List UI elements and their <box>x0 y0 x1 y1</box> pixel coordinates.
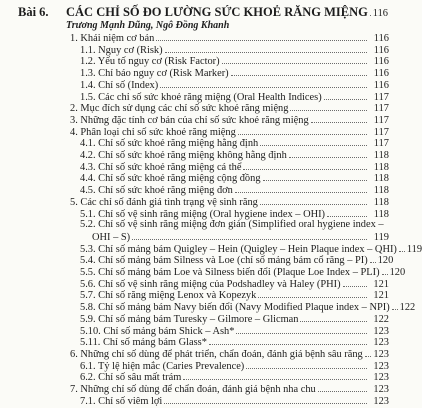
toc-entry <box>0 172 389 184</box>
toc-entry-page: 117 <box>373 91 389 103</box>
toc-entry-text: 5.4. Chỉ số mảng bám Silness và Loe (chỉ số mảng bám cổ răng – PI) <box>80 255 368 267</box>
toc-entry <box>0 219 389 231</box>
toc-entry <box>0 289 389 301</box>
dot-leader <box>164 395 367 404</box>
toc-entry-text: 4.5. Chỉ số sức khoẻ răng miệng đơn <box>80 185 233 197</box>
dot-leader <box>289 149 367 158</box>
dot-leader <box>327 208 367 217</box>
dot-leader <box>392 301 398 310</box>
toc-entry-page: 116 <box>373 68 389 80</box>
dot-leader <box>260 137 367 146</box>
toc-entry-page: 116 <box>373 44 389 56</box>
dot-leader <box>365 348 371 357</box>
toc-entry <box>0 102 389 114</box>
toc-entry-text: 7.1. Chỉ số viêm lợi <box>80 395 163 407</box>
toc-entry-text: 5.1. Chỉ số vệ sinh răng miệng (Oral hygiene index – OHI) <box>80 208 325 220</box>
toc-entry <box>0 360 389 372</box>
toc-entry-page: 116 <box>373 33 389 44</box>
toc-entry <box>0 336 389 348</box>
dot-leader <box>209 336 367 345</box>
toc-entry-page: 118 <box>373 150 389 161</box>
toc-entry <box>0 32 389 44</box>
toc-entry-text: 5.2. Chỉ số vệ sinh răng miệng đơn giản (Simplified oral hygiene index – <box>80 219 384 231</box>
toc-entry <box>0 79 389 91</box>
toc-entry-text: 1.3. Chỉ báo nguy cơ (Risk Marker) <box>80 68 229 80</box>
toc-entry-page: 117 <box>373 114 389 126</box>
dot-leader <box>260 196 367 205</box>
dot-leader <box>258 289 367 298</box>
toc-entry <box>0 67 389 79</box>
toc-entry <box>0 91 389 103</box>
toc-entry <box>0 55 389 67</box>
toc-entry-page: 123 <box>373 384 389 395</box>
dot-leader <box>246 360 367 369</box>
toc-entry <box>0 348 389 360</box>
toc-entry <box>0 44 389 56</box>
dot-leader <box>183 371 367 380</box>
lesson-title: CÁC CHỈ SỐ ĐO LƯỜNG SỨC KHOẺ RĂNG MIỆNG <box>66 5 368 19</box>
toc-entry <box>0 184 389 196</box>
dot-leader <box>235 184 367 193</box>
toc-entry <box>0 114 389 126</box>
toc-entry-text: 5. Các chỉ số đánh giá tình trạng vệ sinh răng <box>70 196 258 208</box>
toc-entry <box>0 371 389 383</box>
toc-entry-page: 116 <box>373 56 389 68</box>
toc-entry-page: 123 <box>373 372 389 384</box>
toc-entry-text: 6.1. Tỷ lệ hiện mắc (Caries Prevalence) <box>80 360 245 372</box>
toc-entry <box>0 161 389 173</box>
dot-leader <box>318 383 367 392</box>
toc-entry-text: 6. Những chỉ số dùng để phát triển, chẩn đoán, đánh giá bệnh sâu răng <box>70 348 363 360</box>
toc-entry-page: 120 <box>389 267 406 278</box>
toc-entry-page: 123 <box>373 360 389 372</box>
toc-entry <box>0 254 394 267</box>
toc-entry-text: 3. Những đặc tính cơ bản của chỉ số sức khoẻ răng miệng <box>70 114 309 126</box>
toc-entry-text: 5.6. Chỉ số vệ sinh răng miệng của Podshadley và Haley (PHI) <box>80 278 341 290</box>
toc-entry <box>0 266 406 278</box>
toc-entry-page: 117 <box>373 138 389 150</box>
toc-entry-text: 7. Những chỉ số dùng để chẩn đoán, đánh giá bệnh nha chu <box>70 384 316 395</box>
toc-entry-page: 123 <box>373 395 389 407</box>
toc-entry-text: 4.1. Chỉ số sức khoẻ răng miệng hằng định <box>80 138 259 150</box>
toc-entry-text: 5.5. Chỉ số mảng bám Loe và Silness biến đổi (Plaque Loe Index – PLI) <box>80 267 380 278</box>
toc-entry-page: 119 <box>373 231 389 243</box>
dot-leader <box>311 114 367 123</box>
toc-entry <box>0 196 389 208</box>
lesson-label: Bài 6. <box>18 5 49 19</box>
dot-leader <box>132 231 367 240</box>
dot-leader <box>263 172 367 181</box>
dot-leader <box>236 325 367 334</box>
toc-entry-page: 122 <box>399 302 416 314</box>
toc-entry <box>0 395 389 407</box>
toc-entry-page: 123 <box>373 325 389 337</box>
toc-entry <box>0 231 389 243</box>
toc-entry-page: 116 <box>373 79 389 91</box>
dot-leader <box>222 55 367 64</box>
toc-entry-page: 123 <box>373 337 389 349</box>
dot-leader <box>243 161 367 170</box>
lesson-page: 116 <box>372 8 388 19</box>
toc-entry-page: 118 <box>373 161 389 173</box>
toc-entry-page: 118 <box>373 185 389 197</box>
toc-entry-text: 1.5. Các chỉ số sức khoẻ răng miệng (Oral Health Indices) <box>80 91 322 103</box>
toc-entry-text: 4.4. Chỉ số sức khoẻ răng miệng cộng đồng <box>80 173 261 185</box>
dot-leader <box>370 254 376 263</box>
dot-leader <box>300 313 367 322</box>
toc-entry-text: 1.4. Chỉ số (Index) <box>80 79 159 91</box>
toc-entry-text: 5.8. Chỉ số mảng bám Navy biến đổi (Navy Modified Plaque index – NPI) <box>80 302 390 314</box>
toc-entry <box>0 149 389 161</box>
toc-entry <box>0 243 422 255</box>
toc-entry-text: 1.2. Yếu tố nguy cơ (Risk Factor) <box>80 56 220 68</box>
toc-entry-text: 5.11. Chỉ số mảng bám Glass* <box>80 337 207 349</box>
toc-entry-text: OHI – S) <box>92 231 131 243</box>
toc-entry <box>0 301 416 314</box>
toc-entry-page: 118 <box>373 173 389 185</box>
dot-leader <box>156 32 367 41</box>
toc-entry-text: 6.2. Chỉ số sâu mất trám <box>80 372 182 384</box>
toc-entry <box>0 126 389 138</box>
toc-entry-text: 5.7. Chỉ số răng miệng Lenox và Kopezyk <box>80 290 257 302</box>
lesson-authors: Trương Mạnh Dũng, Ngô Đồng Khanh <box>66 20 230 31</box>
toc-entry-page: 121 <box>373 290 389 302</box>
dot-leader <box>290 102 367 111</box>
dot-leader <box>165 44 367 53</box>
toc-entry-text: 4.3. Chỉ số sức khoẻ răng miệng cá thể <box>80 161 242 173</box>
toc-entry <box>0 137 389 149</box>
toc-entry-page: 121 <box>373 278 389 290</box>
toc-entry <box>0 278 389 290</box>
toc-entry-page: 117 <box>373 103 389 115</box>
toc-entry-text: 2. Mục đích sử dụng các chỉ số sức khoẻ răng miệng <box>70 103 289 115</box>
dot-leader <box>160 79 367 88</box>
toc-entry <box>0 383 389 395</box>
toc-entry-text: 5.3. Chỉ số mảng bám Quigley – Hein (Quigley – Hein Plaque index – QHI) <box>80 243 397 255</box>
toc-entry-text: 1.1. Nguy cơ (Risk) <box>80 44 163 56</box>
dot-leader <box>382 266 388 275</box>
toc-entry-text: 5.10. Chỉ số mảng bám Shick – Ash* <box>80 325 235 337</box>
toc-entry-page: 117 <box>373 126 389 138</box>
toc-entry <box>0 208 389 220</box>
toc-entry-text: 4. Phân loại chỉ số sức khoẻ răng miệng <box>70 126 236 138</box>
toc-entry-page: 122 <box>373 313 389 325</box>
toc-entry-text: 4.2. Chỉ số sức khoẻ răng miệng không hằng định <box>80 150 287 161</box>
toc-entry-text: 1. Khái niệm cơ bản <box>70 33 155 44</box>
toc-entry-page: 123 <box>373 348 389 360</box>
toc-entry-page: 119 <box>406 243 422 255</box>
toc-entry-page: 118 <box>373 208 389 220</box>
toc-entry <box>0 325 389 337</box>
dot-leader <box>238 126 367 135</box>
toc-entry-page: 120 <box>377 255 394 267</box>
toc-entry-text: 5.9. Chỉ số mảng bám Turesky – Gilmore – Glicman <box>80 313 299 325</box>
toc-entry-page: 118 <box>373 196 389 208</box>
toc-entry <box>0 313 389 325</box>
dot-leader <box>324 91 367 100</box>
dot-leader <box>343 278 367 287</box>
dot-leader <box>399 243 405 252</box>
dot-leader <box>231 67 367 76</box>
